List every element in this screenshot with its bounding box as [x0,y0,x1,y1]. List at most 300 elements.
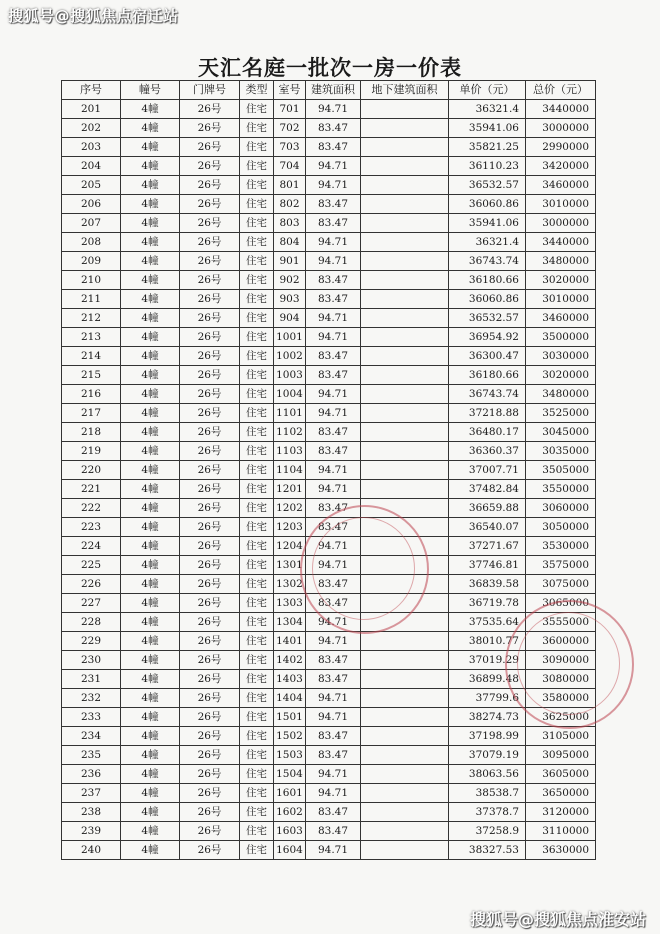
type-cell: 住宅 [240,613,274,632]
table-row [62,347,596,366]
building-cell: 4幢 [121,195,180,214]
type-cell: 住宅 [240,575,274,594]
seq-cell: 226 [62,575,121,594]
header-cell: 门牌号 [180,81,240,100]
area-cell: 83.47 [306,651,361,670]
total-price-cell: 3625000 [526,708,596,727]
building-cell: 4幢 [121,841,180,860]
unit-price-cell: 36480.17 [449,423,526,442]
basement-area-cell [361,442,449,461]
building-cell: 4幢 [121,746,180,765]
table-row [62,328,596,347]
unit-price-cell: 36659.88 [449,499,526,518]
total-price-cell: 3095000 [526,746,596,765]
unit-price-cell: 36060.86 [449,195,526,214]
total-price-cell: 3010000 [526,290,596,309]
table-row [62,803,596,822]
door-number-cell: 26号 [180,518,240,537]
total-price-cell: 3525000 [526,404,596,423]
unit-price-cell: 36532.57 [449,309,526,328]
seq-cell: 214 [62,347,121,366]
table-row [62,309,596,328]
door-number-cell: 26号 [180,689,240,708]
table-row [62,556,596,575]
table-row [62,290,596,309]
basement-area-cell [361,271,449,290]
area-cell: 83.47 [306,290,361,309]
table-row [62,461,596,480]
door-number-cell: 26号 [180,233,240,252]
building-cell: 4幢 [121,233,180,252]
building-cell: 4幢 [121,784,180,803]
table-row [62,708,596,727]
total-price-cell: 3035000 [526,442,596,461]
building-cell: 4幢 [121,347,180,366]
area-cell: 94.71 [306,233,361,252]
building-cell: 4幢 [121,803,180,822]
basement-area-cell [361,195,449,214]
building-cell: 4幢 [121,670,180,689]
door-number-cell: 26号 [180,727,240,746]
door-number-cell: 26号 [180,556,240,575]
room-cell: 1404 [274,689,306,708]
building-cell: 4幢 [121,499,180,518]
door-number-cell: 26号 [180,385,240,404]
type-cell: 住宅 [240,214,274,233]
building-cell: 4幢 [121,176,180,195]
area-cell: 83.47 [306,423,361,442]
door-number-cell: 26号 [180,765,240,784]
area-cell: 94.71 [306,404,361,423]
price-table [61,80,596,860]
table-row [62,366,596,385]
unit-price-cell: 37007.71 [449,461,526,480]
room-cell: 1503 [274,746,306,765]
room-cell: 1302 [274,575,306,594]
type-cell: 住宅 [240,803,274,822]
table-row [62,385,596,404]
seq-cell: 209 [62,252,121,271]
seq-cell: 235 [62,746,121,765]
seq-cell: 222 [62,499,121,518]
type-cell: 住宅 [240,309,274,328]
type-cell: 住宅 [240,594,274,613]
door-number-cell: 26号 [180,803,240,822]
table-row [62,138,596,157]
room-cell: 1504 [274,765,306,784]
door-number-cell: 26号 [180,100,240,119]
table-row [62,594,596,613]
unit-price-cell: 37218.88 [449,404,526,423]
building-cell: 4幢 [121,689,180,708]
area-cell: 94.71 [306,765,361,784]
seq-cell: 227 [62,594,121,613]
building-cell: 4幢 [121,100,180,119]
unit-price-cell: 36110.23 [449,157,526,176]
unit-price-cell: 37482.84 [449,480,526,499]
door-number-cell: 26号 [180,366,240,385]
total-price-cell: 3075000 [526,575,596,594]
total-price-cell: 3045000 [526,423,596,442]
area-cell: 94.71 [306,328,361,347]
type-cell: 住宅 [240,442,274,461]
room-cell: 1104 [274,461,306,480]
door-number-cell: 26号 [180,119,240,138]
basement-area-cell [361,366,449,385]
seq-cell: 220 [62,461,121,480]
room-cell: 804 [274,233,306,252]
room-cell: 801 [274,176,306,195]
unit-price-cell: 38010.77 [449,632,526,651]
room-cell: 1603 [274,822,306,841]
room-cell: 803 [274,214,306,233]
basement-area-cell [361,708,449,727]
seq-cell: 233 [62,708,121,727]
total-price-cell: 3580000 [526,689,596,708]
seq-cell: 204 [62,157,121,176]
basement-area-cell [361,803,449,822]
total-price-cell: 3110000 [526,822,596,841]
type-cell: 住宅 [240,271,274,290]
door-number-cell: 26号 [180,290,240,309]
area-cell: 83.47 [306,347,361,366]
seq-cell: 213 [62,328,121,347]
total-price-cell: 3060000 [526,499,596,518]
unit-price-cell: 36321.4 [449,233,526,252]
total-price-cell: 3440000 [526,233,596,252]
table-row [62,746,596,765]
room-cell: 802 [274,195,306,214]
unit-price-cell: 36743.74 [449,385,526,404]
table-row [62,252,596,271]
seq-cell: 219 [62,442,121,461]
watermark-bottom: 搜狐号@搜狐焦点淮安站 [469,910,646,929]
table-row [62,632,596,651]
type-cell: 住宅 [240,765,274,784]
basement-area-cell [361,784,449,803]
area-cell: 94.71 [306,480,361,499]
seq-cell: 236 [62,765,121,784]
basement-area-cell [361,423,449,442]
building-cell: 4幢 [121,366,180,385]
area-cell: 94.71 [306,784,361,803]
room-cell: 1003 [274,366,306,385]
type-cell: 住宅 [240,138,274,157]
room-cell: 1301 [274,556,306,575]
area-cell: 83.47 [306,119,361,138]
header-cell: 地下建筑面积 [361,81,449,100]
total-price-cell: 3000000 [526,214,596,233]
building-cell: 4幢 [121,708,180,727]
header-cell: 室号 [274,81,306,100]
table-row [62,442,596,461]
area-cell: 94.71 [306,309,361,328]
area-cell: 83.47 [306,746,361,765]
type-cell: 住宅 [240,841,274,860]
door-number-cell: 26号 [180,537,240,556]
table-row [62,575,596,594]
unit-price-cell: 37258.9 [449,822,526,841]
room-cell: 1303 [274,594,306,613]
type-cell: 住宅 [240,746,274,765]
basement-area-cell [361,689,449,708]
door-number-cell: 26号 [180,632,240,651]
type-cell: 住宅 [240,518,274,537]
unit-price-cell: 36321.4 [449,100,526,119]
area-cell: 94.71 [306,689,361,708]
room-cell: 1401 [274,632,306,651]
room-cell: 1604 [274,841,306,860]
basement-area-cell [361,556,449,575]
area-cell: 83.47 [306,575,361,594]
table-row [62,404,596,423]
unit-price-cell: 38538.7 [449,784,526,803]
total-price-cell: 3505000 [526,461,596,480]
table-row [62,480,596,499]
unit-price-cell: 36360.37 [449,442,526,461]
unit-price-cell: 36300.47 [449,347,526,366]
room-cell: 701 [274,100,306,119]
basement-area-cell [361,157,449,176]
table-row [62,727,596,746]
room-cell: 1101 [274,404,306,423]
door-number-cell: 26号 [180,328,240,347]
area-cell: 83.47 [306,822,361,841]
table-header-row [62,81,596,100]
type-cell: 住宅 [240,537,274,556]
unit-price-cell: 35941.06 [449,119,526,138]
seq-cell: 229 [62,632,121,651]
table-row [62,670,596,689]
seq-cell: 208 [62,233,121,252]
area-cell: 94.71 [306,841,361,860]
table-row [62,100,596,119]
type-cell: 住宅 [240,556,274,575]
room-cell: 1201 [274,480,306,499]
area-cell: 94.71 [306,385,361,404]
building-cell: 4幢 [121,556,180,575]
unit-price-cell: 37019.29 [449,651,526,670]
total-price-cell: 3065000 [526,594,596,613]
basement-area-cell [361,594,449,613]
door-number-cell: 26号 [180,195,240,214]
basement-area-cell [361,537,449,556]
type-cell: 住宅 [240,290,274,309]
total-price-cell: 3530000 [526,537,596,556]
seq-cell: 224 [62,537,121,556]
building-cell: 4幢 [121,404,180,423]
type-cell: 住宅 [240,727,274,746]
seq-cell: 240 [62,841,121,860]
area-cell: 83.47 [306,518,361,537]
basement-area-cell [361,100,449,119]
table-row [62,119,596,138]
total-price-cell: 3575000 [526,556,596,575]
building-cell: 4幢 [121,613,180,632]
total-price-cell: 3020000 [526,271,596,290]
basement-area-cell [361,328,449,347]
room-cell: 1004 [274,385,306,404]
building-cell: 4幢 [121,157,180,176]
header-cell: 建筑面积 [306,81,361,100]
area-cell: 94.71 [306,613,361,632]
seq-cell: 212 [62,309,121,328]
area-cell: 94.71 [306,461,361,480]
seq-cell: 237 [62,784,121,803]
total-price-cell: 3500000 [526,328,596,347]
type-cell: 住宅 [240,252,274,271]
area-cell: 94.71 [306,708,361,727]
room-cell: 901 [274,252,306,271]
building-cell: 4幢 [121,480,180,499]
total-price-cell: 2990000 [526,138,596,157]
door-number-cell: 26号 [180,822,240,841]
type-cell: 住宅 [240,632,274,651]
table-row [62,271,596,290]
room-cell: 1304 [274,613,306,632]
type-cell: 住宅 [240,404,274,423]
building-cell: 4幢 [121,822,180,841]
door-number-cell: 26号 [180,214,240,233]
table-row [62,613,596,632]
door-number-cell: 26号 [180,841,240,860]
seq-cell: 238 [62,803,121,822]
total-price-cell: 3480000 [526,385,596,404]
table-row [62,518,596,537]
basement-area-cell [361,765,449,784]
total-price-cell: 3420000 [526,157,596,176]
type-cell: 住宅 [240,423,274,442]
unit-price-cell: 36180.66 [449,271,526,290]
seq-cell: 234 [62,727,121,746]
type-cell: 住宅 [240,689,274,708]
type-cell: 住宅 [240,347,274,366]
door-number-cell: 26号 [180,309,240,328]
unit-price-cell: 37535.64 [449,613,526,632]
header-cell: 幢号 [121,81,180,100]
unit-price-cell: 38274.73 [449,708,526,727]
basement-area-cell [361,746,449,765]
building-cell: 4幢 [121,765,180,784]
unit-price-cell: 37198.99 [449,727,526,746]
room-cell: 1204 [274,537,306,556]
basement-area-cell [361,727,449,746]
type-cell: 住宅 [240,670,274,689]
door-number-cell: 26号 [180,670,240,689]
header-cell: 总价（元） [526,81,596,100]
total-price-cell: 3090000 [526,651,596,670]
seq-cell: 210 [62,271,121,290]
door-number-cell: 26号 [180,252,240,271]
room-cell: 704 [274,157,306,176]
type-cell: 住宅 [240,328,274,347]
basement-area-cell [361,233,449,252]
unit-price-cell: 36954.92 [449,328,526,347]
total-price-cell: 3105000 [526,727,596,746]
table-row [62,499,596,518]
building-cell: 4幢 [121,651,180,670]
room-cell: 904 [274,309,306,328]
door-number-cell: 26号 [180,746,240,765]
seq-cell: 206 [62,195,121,214]
type-cell: 住宅 [240,366,274,385]
basement-area-cell [361,252,449,271]
room-cell: 1202 [274,499,306,518]
type-cell: 住宅 [240,100,274,119]
room-cell: 703 [274,138,306,157]
header-cell: 单价（元） [449,81,526,100]
door-number-cell: 26号 [180,404,240,423]
door-number-cell: 26号 [180,138,240,157]
seq-cell: 231 [62,670,121,689]
room-cell: 1203 [274,518,306,537]
seq-cell: 230 [62,651,121,670]
type-cell: 住宅 [240,708,274,727]
table-row [62,651,596,670]
total-price-cell: 3080000 [526,670,596,689]
total-price-cell: 3050000 [526,518,596,537]
seq-cell: 239 [62,822,121,841]
table-row [62,537,596,556]
seq-cell: 221 [62,480,121,499]
seq-cell: 215 [62,366,121,385]
type-cell: 住宅 [240,822,274,841]
total-price-cell: 3000000 [526,119,596,138]
total-price-cell: 3440000 [526,100,596,119]
seq-cell: 207 [62,214,121,233]
door-number-cell: 26号 [180,613,240,632]
unit-price-cell: 36719.78 [449,594,526,613]
area-cell: 83.47 [306,670,361,689]
room-cell: 702 [274,119,306,138]
basement-area-cell [361,822,449,841]
room-cell: 1601 [274,784,306,803]
building-cell: 4幢 [121,138,180,157]
door-number-cell: 26号 [180,423,240,442]
table-row [62,822,596,841]
area-cell: 83.47 [306,138,361,157]
unit-price-cell: 36540.07 [449,518,526,537]
area-cell: 83.47 [306,442,361,461]
unit-price-cell: 36060.86 [449,290,526,309]
area-cell: 94.71 [306,100,361,119]
area-cell: 83.47 [306,803,361,822]
area-cell: 83.47 [306,214,361,233]
basement-area-cell [361,651,449,670]
basement-area-cell [361,347,449,366]
building-cell: 4幢 [121,461,180,480]
room-cell: 1403 [274,670,306,689]
building-cell: 4幢 [121,119,180,138]
building-cell: 4幢 [121,632,180,651]
unit-price-cell: 36743.74 [449,252,526,271]
door-number-cell: 26号 [180,157,240,176]
total-price-cell: 3605000 [526,765,596,784]
door-number-cell: 26号 [180,480,240,499]
basement-area-cell [361,176,449,195]
unit-price-cell: 38327.53 [449,841,526,860]
door-number-cell: 26号 [180,347,240,366]
seq-cell: 218 [62,423,121,442]
building-cell: 4幢 [121,252,180,271]
building-cell: 4幢 [121,271,180,290]
total-price-cell: 3460000 [526,309,596,328]
area-cell: 83.47 [306,366,361,385]
door-number-cell: 26号 [180,651,240,670]
seq-cell: 232 [62,689,121,708]
door-number-cell: 26号 [180,708,240,727]
basement-area-cell [361,119,449,138]
